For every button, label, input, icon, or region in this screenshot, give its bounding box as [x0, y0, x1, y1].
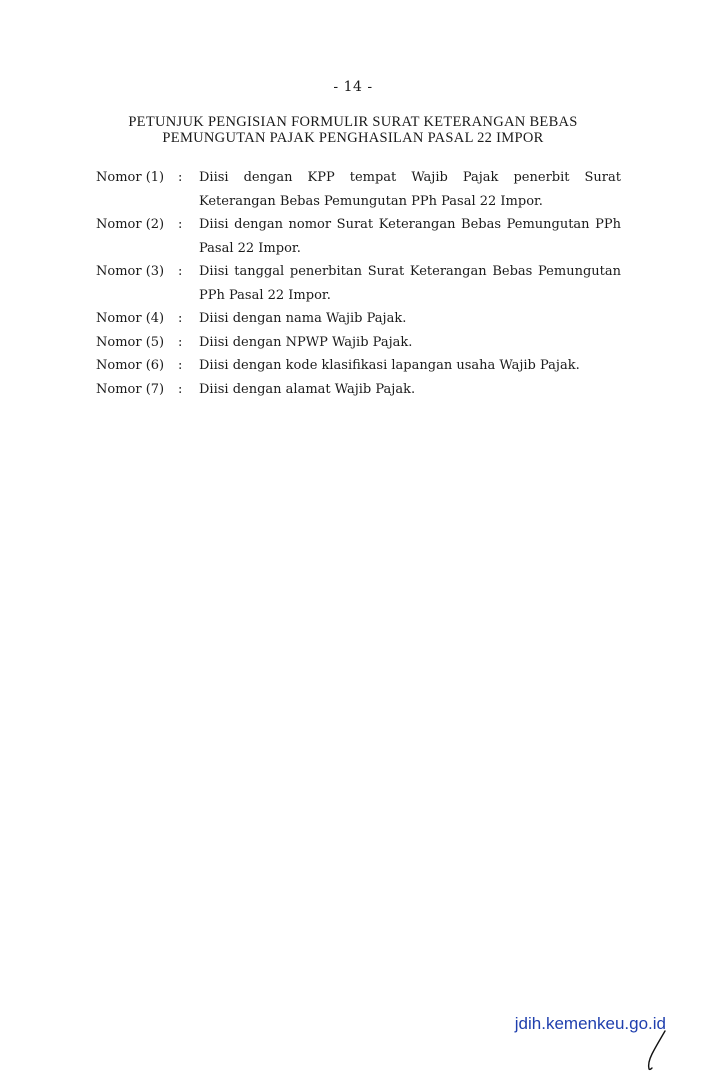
title-line-2: PEMUNGUTAN PAJAK PENGHASILAN PASAL 22 IMPOR	[162, 130, 544, 146]
entry-label: Nomor (3)	[96, 264, 165, 279]
instruction-entry	[96, 307, 621, 331]
instruction-entry	[96, 331, 621, 355]
entry-label: Nomor (1)	[96, 170, 165, 185]
entry-text: Diisi dengan NPWP Wajib Pajak.	[199, 334, 413, 350]
instruction-entry	[96, 354, 621, 378]
entry-separator: :	[178, 334, 183, 350]
entry-label: Nomor (7)	[96, 381, 165, 397]
entry-separator: :	[178, 264, 183, 279]
entry-label: Nomor (5)	[96, 334, 165, 350]
entry-separator: :	[178, 381, 183, 397]
entry-text: Diisi tanggal penerbitan Surat Keterangan Bebas Pemungutan PPh Pasal 22 Impor.	[199, 264, 621, 303]
title-line-1: PETUNJUK PENGISIAN FORMULIR SURAT KETERANGAN BEBAS	[128, 114, 578, 130]
entry-separator: :	[178, 358, 183, 373]
entry-text: Diisi dengan nomor Surat Keterangan Bebas Pemungutan PPh Pasal 22 Impor.	[199, 217, 621, 256]
entry-label: Nomor (2)	[96, 217, 165, 232]
instruction-entry	[96, 378, 621, 402]
entry-separator: :	[178, 217, 183, 232]
entry-separator: :	[178, 170, 183, 185]
entry-text: Diisi dengan alamat Wajib Pajak.	[199, 381, 416, 397]
entry-separator: :	[178, 311, 183, 326]
entry-label: Nomor (4)	[96, 311, 165, 326]
entry-text: Diisi dengan nama Wajib Pajak.	[199, 311, 407, 326]
document-title	[0, 114, 706, 146]
instruction-entry	[96, 213, 621, 260]
instruction-list	[96, 166, 621, 401]
instruction-entry	[96, 166, 621, 213]
instruction-entry	[96, 260, 621, 307]
entry-label: Nomor (6)	[96, 358, 165, 373]
entry-text: Diisi dengan KPP tempat Wajib Pajak penerbit Surat Keterangan Bebas Pemungutan PPh Pasal 22 Impor.	[199, 170, 621, 209]
initial-signature-mark	[644, 1028, 670, 1072]
entry-text: Diisi dengan kode klasifikasi lapangan usaha Wajib Pajak.	[199, 358, 580, 373]
page-number: - 14 -	[333, 79, 373, 95]
jdih-website-link[interactable]: jdih.kemenkeu.go.id	[514, 1014, 666, 1033]
